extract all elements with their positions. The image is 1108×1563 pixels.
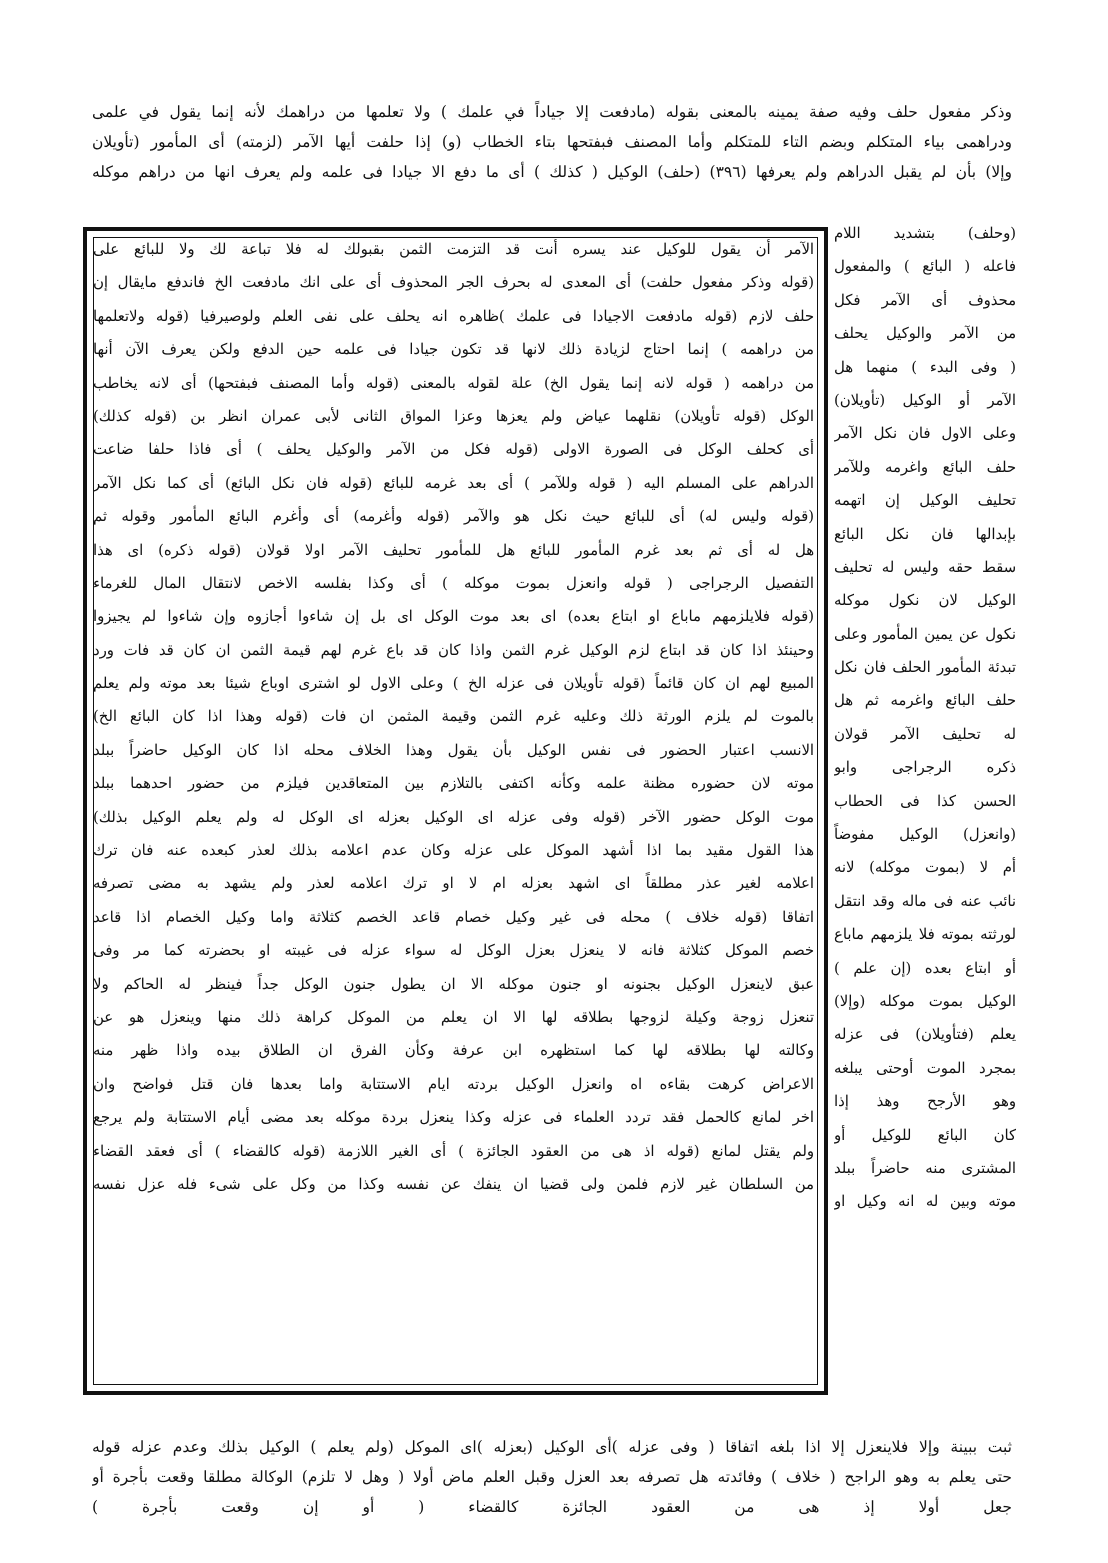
commentary-line: موت الوكل حضور الآخر (قوله وفى عزله اى الوكيل بعزله اى الوكل له ولم يعلم الوكيل بذلك) bbox=[93, 808, 814, 826]
commentary-line: الانسب اعتبار الحضور فى نفس الوكيل بأن يقول وهذا الخلاف محله اذا كان الوكيل حاضراً ببلد bbox=[93, 741, 814, 759]
side-text-line: محذوف أى الآمر فكل bbox=[834, 291, 1016, 309]
main-text-line: وإلا) بأن لم يقبل الدراهم ولم يعرفها (٣٩٦) (حلف) الوكيل ( كذلك ) أى ما دفع الا جيادا فى علمه ولم يعرف انها من دراهم موكله bbox=[92, 163, 1012, 181]
commentary-line: بالموت لم يلزم الورثة ذلك وعليه غرم الثمن وقيمة المثمن ان فات (قوله وهذا اذا كان البائع الخ) bbox=[93, 708, 814, 726]
side-text-line: تحليف الوكيل إن اتهمه bbox=[834, 492, 1016, 510]
side-text-line: (وانعزل) الوكيل مفوضاً bbox=[834, 826, 1016, 844]
side-text-line: أو ابتاع بعده (إن علم ) bbox=[834, 959, 1016, 977]
side-text-line: حلف البائع واغرمه ثم هل bbox=[834, 692, 1016, 710]
side-text-line: حلف البائع واغرمه وللآمر bbox=[834, 458, 1016, 476]
main-text-line: جعل أولا إذ هى من العقود الجائزة كالقضاء ( أو إن وقعت بأجرة ) bbox=[92, 1498, 1012, 1516]
main-text-line: ودراهمى بياء المتكلم وبضم التاء للمتكلم وأما المصنف فبفتحها بتاء الخطاب (و) إذا حلفت أيها الآمر (لزمته) أى المأمور (تأويلان bbox=[92, 133, 1012, 151]
commentary-line: تنعزل زوجة وكيلة لزوجها بطلاقه لها الا ان يعلم من الموكل كراهة ذلك منها وينعزل هو عن bbox=[93, 1008, 814, 1026]
side-text-line: الوكيل لان نكول موكله bbox=[834, 592, 1016, 610]
side-text-line: الوكيل بموت موكله (وإلا) bbox=[834, 992, 1016, 1010]
side-text-line: نائب عنه فى ماله وقد انتقل bbox=[834, 892, 1016, 910]
side-text-line: (وحلف) بتشديد اللام bbox=[834, 225, 1016, 242]
side-text-line: وعلى الاول فان نكل الآمر bbox=[834, 425, 1016, 443]
commentary-text bbox=[93, 233, 814, 1201]
main-text-side-column bbox=[834, 217, 1016, 1219]
side-text-line: سقط حقه وليس له تحليف bbox=[834, 558, 1016, 576]
commentary-line: وكالته لها بطلاقه لها كما استظهره ابن عرفة وكأن الفرق ان الطلاق بيده واذا ظهر منه bbox=[93, 1042, 814, 1060]
side-text-line: له تحليف الآمر قولان bbox=[834, 725, 1016, 743]
side-text-line: لورثته بموته فلا يلزمهم ماباع bbox=[834, 926, 1016, 944]
commentary-line: هل له أى ثم بعد غرم المأمور للبائع هل للمأمور تحليف الآمر اولا قولان (قوله ذكره) اى هذا bbox=[93, 541, 814, 559]
commentary-line: خصم الموكل كثلاثة فانه لا ينعزل بعزل الوكل له سواء عزله فى غيبته او بحضرته كما مر وفى bbox=[93, 942, 814, 960]
side-text-line: الآمر أو الوكيل (تأويلان) bbox=[834, 391, 1016, 409]
commentary-line: من دراهمه ( قوله لانه إنما يقول الخ) علة لقوله بالمعنى (قوله وأما المصنف فبفتحها) أى لانه يخاطب bbox=[93, 374, 814, 392]
side-text-line: الحسن كذا فى الحطاب bbox=[834, 792, 1016, 810]
commentary-line: حلف لازم (قوله مادفعت الاجيادا فى علمك )ظاهره انه يحلف على نفى العلم ولوصيرفيا (قوله ولاتعلمها bbox=[93, 307, 814, 325]
side-text-line: كان البائع للوكيل أو bbox=[834, 1126, 1016, 1144]
main-text-line: وذكر مفعول حلف وفيه صفة يمينه بالمعنى بقوله (مادفعت إلا جياداً في علمك ) ولا تعلمها من دراهمك لأنه إنما يقول في علمى bbox=[92, 103, 1012, 121]
side-text-line: فاعله ( البائع ) والمفعول bbox=[834, 258, 1016, 276]
commentary-line: اعلامه لغير عذر مطلقاً اى اشهد بعزله ام لا او ترك اعلامه لعذر ولم يشهد به مضى تصرفه bbox=[93, 875, 814, 893]
commentary-line: (قوله وذكر مفعول حلفت) أى المعدى له بحرف الجر المحذوف أى على انك مادفعت الخ فاندفع مايقال إن bbox=[93, 274, 814, 292]
side-text-line: نكول عن يمين المأمور وعلى bbox=[834, 625, 1016, 643]
commentary-line: الآمر أن يقول للوكيل عند يسره أنت قد التزمت الثمن بقبولك له فلا تباعة لك ولا للبائع على bbox=[93, 241, 814, 258]
side-text-line: بمجرد الموت أوحتى يبلغه bbox=[834, 1059, 1016, 1077]
side-text-line: تبدئة المأمور الحلف فان نكل bbox=[834, 659, 1016, 677]
side-text-line: ذكره الرجراجى وابو bbox=[834, 759, 1016, 777]
side-text-line: موته وبين له انه وكيل او bbox=[834, 1193, 1016, 1211]
side-text-line: بإبدالها فان نكل البائع bbox=[834, 525, 1016, 543]
commentary-line: المبيع لهم ان كان قائماً (قوله تأويلان فى عزله الخ ) وعلى الاول لو اشترى اوباع شيئا بعد موته ولم يعلم bbox=[93, 675, 814, 693]
commentary-line: (قوله وليس له) أى للبائع حيث نكل هو والآمر (قوله وأغرمه) أى وأغرم البائع المأمور وقوله ثم bbox=[93, 508, 814, 526]
side-text-line: المشترى منه حاضراً ببلد bbox=[834, 1159, 1016, 1177]
commentary-line: الوكل (قوله تأويلان) نقلهما عياض ولم يعزها وعزا المواق الثانى لأبى عمران انظر بن (قوله كذلك) bbox=[93, 407, 814, 425]
commentary-line: من دراهمه ) إنما احتاج لزيادة ذلك لانها قد تكون جيادا فى علمه حين الدفع ولكن يعرف الآن أنها bbox=[93, 341, 814, 359]
commentary-line: الدراهم على المسلم اليه ( قوله وللآمر ) أى بعد غرمه للبائع (قوله فان نكل البائع) أى كما نكل الآمر bbox=[93, 474, 814, 492]
commentary-box bbox=[83, 227, 828, 1395]
side-text-line: يعلم (فتأويلان) فى عزله bbox=[834, 1026, 1016, 1044]
commentary-line: اتفاقا (قوله خلاف ) محله فى غير وكيل خصام قاعد الخصم كثلاثة واما وكيل الخصام اذا قاعد bbox=[93, 908, 814, 926]
commentary-line: عبق لاينعزل الوكيل بجنونه او جنون موكله الا ان يطول جنون الوكل جداً فينظر له الحاكم ولا bbox=[93, 975, 814, 993]
main-text-line: حتى يعلم به وهو الراجح ( خلاف ) وفائدته هل تصرفه بعد العزل وقبل العلم ماض أولا ( وهل لا تلزم) الوكالة مطلقا وقعت بأجرة أو bbox=[92, 1468, 1012, 1486]
commentary-line: التفصيل الرجراجى ( قوله وانعزل بموت موكله ) أى وكذا بفلسه الاخص لانتقال المال للغرماء bbox=[93, 574, 814, 592]
commentary-line: من السلطان غير لازم فلمن ولى قضيا ان ينفك عن نفسه وكذا من وكل على شىء فله عزل نفسه bbox=[93, 1175, 814, 1193]
commentary-line: (قوله فلايلزمهم ماباع او ابتاع بعده) اى بعد موت الوكل اى بل إن شاءوا أجازوه وإن شاءوا لم يجيزوا bbox=[93, 608, 814, 626]
main-text-line: ثبت ببينة وإلا فلاينعزل إلا اذا بلغه اتفاقا ( وفى عزله )أى الوكيل (بعزله )اى الموكل (ولم يعلم ) الوكيل بذلك وعدم عزله قوله bbox=[92, 1438, 1012, 1456]
side-text-line: ( وفى البدء ) منهما هل bbox=[834, 358, 1016, 376]
commentary-line: وحينئذ اذا كان قد ابتاع لزم الوكيل غرم الثمن واذا كان قد باع غرم لهم قيمة الثمن ان كان قد فات ورد bbox=[93, 641, 814, 659]
commentary-line: هذا القول مقيد بما اذا أشهد الموكل على عزله وكان عدم اعلامه بذلك لعذر كبعده عنه فان ترك bbox=[93, 842, 814, 860]
commentary-line: الاعراض كرهت بقاءه اه وانعزل الوكيل بردته ايام الاستتابة واما بعدها فان قتل فواضح وان bbox=[93, 1075, 814, 1093]
commentary-line: اخر لمانع كالحمل فقد تردد العلماء فى عزله وكذا ينعزل بردة موكله بعد مضى أيام الاستتابة ولم يرجع bbox=[93, 1109, 814, 1127]
side-text-line: وهو الأرجح وهذ إذا bbox=[834, 1093, 1016, 1111]
side-text-line: من الآمر والوكيل يحلف bbox=[834, 325, 1016, 343]
commentary-line: موته لان حضوره مظنة علمه وكأنه اكتفى بالتلازم بين المتعاقدين فيلزم من حضور احدهما ببلد bbox=[93, 775, 814, 793]
commentary-line: أى كحلف الوكل فى الصورة الاولى (قوله فكل من الآمر والوكيل يحلف ) أى فاذا حلفا ضاعت bbox=[93, 441, 814, 459]
commentary-line: ولم يقتل لمانع (قوله اذ هى من العقود الجائزة ) أى الغير اللازمة (قوله كالقضاء ) أى فعقد القضاء bbox=[93, 1142, 814, 1160]
side-text-line: أم لا (بموت موكله) لانه bbox=[834, 859, 1016, 877]
